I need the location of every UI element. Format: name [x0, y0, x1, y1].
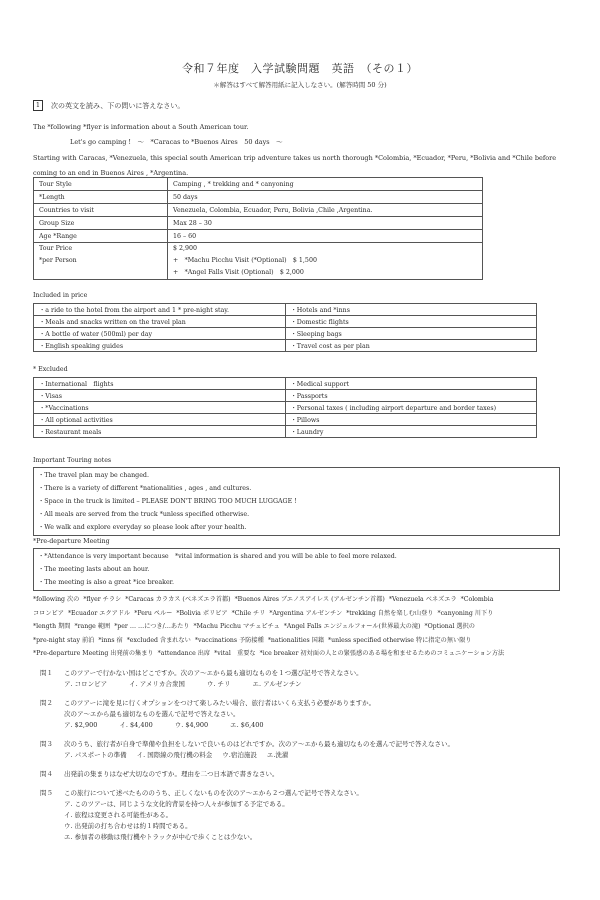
glossary-term: *Angel Falls エンジェルフォール(世界最大の滝) — [283, 623, 421, 630]
question-label: 問５ — [40, 789, 53, 797]
glossary-term: *Ecuador エクアドル — [67, 609, 131, 617]
note-item: ・There is a variety of different *nationalities , ages , and cultures. — [38, 485, 252, 492]
choice: ウ.宿泊施設 — [222, 751, 257, 759]
table-row — [34, 402, 537, 414]
question-3 — [40, 739, 560, 761]
glossary-term: *Machu Picchu マチュピチュ — [193, 623, 280, 630]
option-machu-picchu: + *Machu Picchu Visit (*Optional) $ 1,500 — [173, 257, 317, 264]
note-item: ・All meals are served from the truck *unless specified otherwise. — [38, 511, 250, 518]
option-statement: ウ. 出発前の打ち合わせは約１時間である。 — [64, 822, 192, 830]
section-heading — [33, 100, 184, 111]
option-statement: ア. このツアーは、同じような文化的背景を持つ人々が参加する予定である。 — [64, 800, 289, 808]
cell: ・All optional activities — [34, 414, 286, 426]
question-5 — [40, 788, 560, 843]
glossary-term: *vaccinations 予防接種 — [194, 636, 264, 644]
exam-title: 令和７年度 入学試験問題 英語 （その１） — [182, 62, 418, 75]
cell: ・*Vaccinations — [34, 402, 286, 414]
question-text: 次のうち、旅行者が自身で準備や負担をしないで良いものはどれですか。次のア～エから最も適切なものを選んで記号で答えなさい。 — [64, 740, 454, 748]
note-item: ・The travel plan may be changed. — [38, 472, 149, 479]
meeting-box — [33, 548, 560, 591]
row-label: *Length — [34, 191, 168, 204]
glossary-term: *Pre-departure Meeting 出発前の集まり — [33, 650, 154, 657]
glossary-term: *Venezuela ベネズエラ — [388, 596, 457, 603]
cell: ・Domestic flights — [285, 316, 537, 328]
row-label: Group Size — [34, 217, 168, 230]
option-angel-falls: + *Angel Falls Visit (Optional) $ 2,000 — [173, 269, 304, 276]
glossary-term: *Bolivia ボリビア — [176, 609, 228, 617]
glossary-term: *per … …につき/…あたり — [114, 623, 190, 630]
price-values — [168, 243, 483, 280]
glossary — [33, 593, 573, 661]
glossary-term: *vital 重要な — [214, 650, 256, 657]
cell: ・Meals and snacks written on the travel plan — [34, 316, 286, 328]
table-row — [34, 230, 483, 243]
choices — [64, 750, 454, 761]
meeting-item: ・The meeting lasts about an hour. — [38, 566, 150, 573]
question-text: このツアーで行かない国はどこですか。次のア～エから最も適切なものを１つ選び記号で答えなさい。 — [64, 669, 363, 677]
glossary-term: *excluded 含まれない — [126, 636, 191, 644]
price-row — [34, 243, 483, 280]
table-row — [34, 414, 537, 426]
choice: エ. $6,400 — [230, 721, 264, 729]
glossary-term: *ice breaker 初対面の人との緊張感のある場を和ませるためのコミュニケーション方法 — [259, 650, 505, 657]
row-value: 16 – 60 — [168, 230, 483, 243]
section-directions: 次の英文を読み、下の問いに答えなさい。 — [51, 101, 185, 110]
glossary-term: *nationalities 国籍 — [267, 636, 325, 644]
cell: ・Personal taxes ( including airport departure and border taxes) — [285, 402, 537, 414]
glossary-term: *Optional 選択の — [424, 623, 475, 630]
glossary-term: *unless specified otherwise 特に指定の無い限り — [328, 636, 472, 644]
price-label-line2: *per Person — [39, 257, 77, 264]
note-item: ・We walk and explore everyday so please look after your health. — [38, 524, 247, 531]
choice: イ. 国際線の飛行機の料金 — [136, 751, 213, 759]
cell: ・Laundry — [285, 426, 537, 438]
question-text: このツアーに滝を見に行くオプションをつけて楽しみたい場合、旅行者はいくら支払う必要がありますか。 — [64, 699, 376, 707]
note-item: ・Space in the truck is limited – PLEASE DON'T BRING TOO MUCH LUGGAGE ! — [38, 498, 297, 505]
cell: ・International flights — [34, 378, 286, 390]
table-row — [34, 204, 483, 217]
question-label: 問２ — [40, 699, 53, 707]
glossary-term: *Argentina アルゼンチン — [269, 609, 343, 617]
cell: ・Visas — [34, 390, 286, 402]
tour-info-table — [33, 177, 483, 280]
glossary-term: *Buenos Aires ブエノスアイレス (アルゼンチン首都) — [234, 596, 385, 603]
table-row — [34, 390, 537, 402]
table-row — [34, 340, 537, 352]
question-text: 出発前の集まりはなぜ大切なのですか。理由を二つ日本語で書きなさい。 — [64, 770, 279, 778]
table-row — [34, 328, 537, 340]
glossary-term: *attendance 出席 — [157, 650, 211, 657]
question-text: この旅行について述べたもののうち、正しくないものを次のア～エから２つ選んで記号で答えなさい。 — [64, 789, 363, 797]
glossary-term: *trekking 自然を楽しむ山登り — [346, 609, 434, 617]
price-label — [34, 243, 168, 280]
glossary-term: *range 範囲 — [74, 623, 111, 630]
choice: イ. アメリカ合衆国 — [129, 680, 185, 688]
choices — [64, 679, 363, 690]
meeting-label: *Pre-departure Meeting — [33, 538, 110, 545]
choice: ア. コロンビア — [64, 680, 108, 688]
question-1 — [40, 668, 560, 690]
notes-label: Important Touring notes — [33, 457, 112, 464]
section-number: 1 — [33, 100, 43, 111]
cell: ・Travel cost as per plan — [285, 340, 537, 352]
excluded-label: * Excluded — [33, 366, 68, 373]
meeting-item: ・The meeting is also a great *ice breaker. — [38, 579, 174, 586]
table-row — [34, 316, 537, 328]
cell: ・A bottle of water (500ml) per day — [34, 328, 286, 340]
question-label: 問３ — [40, 740, 53, 748]
cell: ・Hotels and *inns — [285, 304, 537, 316]
choices — [64, 720, 375, 731]
cell: ・Restaurant meals — [34, 426, 286, 438]
question-text: 次のア～エから最も適切なものを選んで記号で答えなさい。 — [64, 710, 240, 718]
included-table — [33, 303, 537, 352]
included-label: Included in price — [33, 292, 88, 299]
choice: エ. アルゼンチン — [252, 680, 302, 688]
questions — [40, 668, 560, 851]
question-4 — [40, 769, 560, 780]
choice: ウ. $4,900 — [174, 721, 209, 729]
row-label: Countries to visit — [34, 204, 168, 217]
choice: ア. パスポートの準備 — [64, 751, 127, 759]
notes-box — [33, 467, 560, 536]
choice: イ. $4,400 — [119, 721, 153, 729]
glossary-term: *pre-night stay 前泊 — [33, 636, 95, 644]
base-price: $ 2,900 — [173, 245, 198, 252]
meeting-item: ・*Attendance is very important because *vital information is shared and you will be able to feel more relaxed. — [38, 553, 397, 560]
cell: ・Sleeping bags — [285, 328, 537, 340]
glossary-term: *Peru ペルー — [134, 609, 173, 617]
glossary-term: *length 期間 — [33, 623, 71, 630]
choice: エ.洗濯 — [266, 751, 289, 759]
glossary-term: *following 次の — [33, 596, 80, 603]
glossary-term: *inns 宿 — [98, 636, 123, 644]
row-value: Camping , * trekking and * canyoning — [168, 178, 483, 191]
option-statement: イ. 旅程は変更される可能性がある。 — [64, 811, 173, 819]
question-label: 問１ — [40, 669, 53, 677]
row-label: Age *Range — [34, 230, 168, 243]
table-row — [34, 178, 483, 191]
glossary-term: *Caracas カラカス (ベネズエラ首都) — [125, 596, 231, 603]
choice: ウ. チリ — [206, 680, 231, 688]
glossary-term: *Colombia — [460, 596, 494, 603]
cell: ・Medical support — [285, 378, 537, 390]
excluded-table — [33, 377, 537, 438]
row-value: 50 days — [168, 191, 483, 204]
row-value: Venezuela, Colombia, Ecuador, Peru, Bolivia ,Chile ,Argentina. — [168, 204, 483, 217]
question-label: 問４ — [40, 770, 53, 778]
cell: ・a ride to the hotel from the airport and 1 * pre-night stay. — [34, 304, 286, 316]
cell: ・English speaking guides — [34, 340, 286, 352]
glossary-term: コロンビア — [33, 609, 64, 617]
glossary-term: *Chile チリ — [231, 609, 266, 617]
table-row — [34, 217, 483, 230]
cell: ・Pillows — [285, 414, 537, 426]
choice: ア. $2,900 — [64, 721, 98, 729]
option-statement: エ. 参加者の移動は飛行機やトラックが中心で歩くことは少ない。 — [64, 833, 257, 841]
row-label: Tour Style — [34, 178, 168, 191]
exam-instructions: ＊解答はすべて解答用紙に記入しなさい。(解答時間 50 分) — [213, 81, 387, 89]
table-row — [34, 304, 537, 316]
passage-intro: The *following *flyer is information about a South American tour. — [33, 123, 249, 131]
price-label-line1: Tour Price — [39, 245, 73, 252]
glossary-term: *flyer チラシ — [83, 596, 122, 603]
question-2 — [40, 698, 560, 731]
passage-description: Starting with Caracas, *Venezuela, this special south American trip adventure takes us north thorough *Colombia, *Ecuador, *Peru, *Bolivia and *Chile before coming to an end in Buenos Aires , *Argentina. — [33, 154, 557, 177]
table-row — [34, 191, 483, 204]
table-row — [34, 426, 537, 438]
glossary-term: *canyoning 川下り — [437, 609, 494, 617]
table-row — [34, 378, 537, 390]
passage-slogan: Let's go camping ! ～ *Caracas to *Buenos Aires 50 days ～ — [70, 138, 283, 146]
cell: ・Passports — [285, 390, 537, 402]
row-value: Max 28 – 30 — [168, 217, 483, 230]
